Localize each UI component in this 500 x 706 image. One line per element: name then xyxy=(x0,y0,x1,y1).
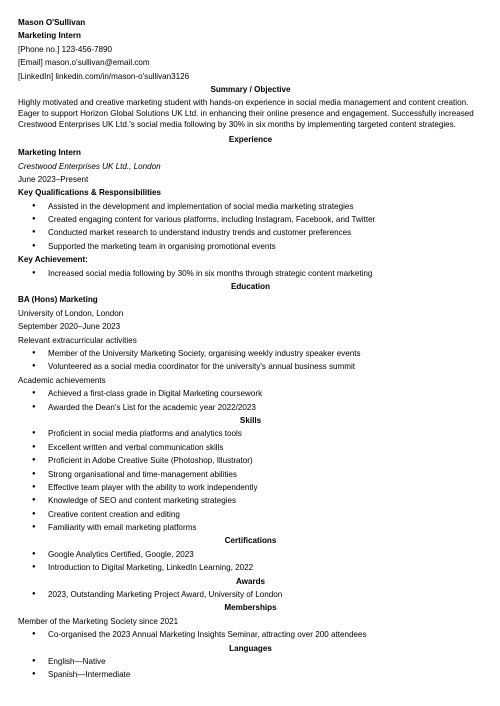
experience-heading: Experience xyxy=(228,134,273,144)
candidate-name: Mason O'Sullivan xyxy=(18,18,86,27)
job-company: Crestwood Enterprises UK Ltd., London xyxy=(18,161,161,171)
achievement-heading: Key Achievement: xyxy=(18,255,88,265)
list-item: ● Knowledge of SEO and content marketing strategies xyxy=(18,494,483,507)
education-heading: Education xyxy=(230,282,271,292)
certifications-heading: Certifications xyxy=(224,536,277,546)
list-item: ● Assisted in the development and implementation of social media marketing strategies xyxy=(18,200,483,213)
list-item: ● Volunteered as a social media coordinator for the university's annual business summit xyxy=(18,360,483,373)
list-item: ● Achieved a first-class grade in Digital Marketing coursework xyxy=(18,387,483,400)
skills-list xyxy=(18,427,483,534)
linkedin-line: [LinkedIn] linkedin.com/in/mason-o'sullivan3126 xyxy=(18,71,190,81)
list-item: ● 2023, Outstanding Marketing Project Award, University of London xyxy=(18,588,483,601)
list-item: ● Proficient in Adobe Creative Suite (Photoshop, Illustrator) xyxy=(18,454,483,467)
job-dates: June 2023–Present xyxy=(18,174,89,184)
school: University of London, London xyxy=(18,308,124,318)
candidate-title: Marketing Intern xyxy=(18,31,81,41)
list-item: ● Supported the marketing team in organising promotional events xyxy=(18,240,483,253)
extracurricular-heading: Relevant extracurricular activities xyxy=(18,335,137,345)
list-item: ● Strong organisational and time-management abilities xyxy=(18,468,483,481)
certifications-list xyxy=(18,548,483,575)
languages-heading: Languages xyxy=(229,643,272,653)
memberships-list xyxy=(18,628,483,641)
academic-heading: Academic achievements xyxy=(18,375,106,385)
summary-heading: Summary / Objective xyxy=(210,84,291,94)
list-item: ● Creative content creation and editing xyxy=(18,508,483,521)
skills-heading: Skills xyxy=(239,415,262,425)
list-item: ● Excellent written and verbal communication skills xyxy=(18,441,483,454)
list-item: ● Familiarity with email marketing platforms xyxy=(18,521,483,534)
phone-line: [Phone no.] 123-456-7890 xyxy=(18,44,113,54)
list-item: ● Created engaging content for various platforms, including Instagram, Facebook, and Twitter xyxy=(18,213,483,226)
list-item: ● Conducted market research to understand industry trends and customer preferences xyxy=(18,226,483,239)
academic-list xyxy=(18,387,483,414)
qualifications-heading: Key Qualifications & Responsibilities xyxy=(18,188,162,198)
memberships-heading: Memberships xyxy=(224,603,277,613)
achievements-list xyxy=(18,267,483,280)
membership-intro: Member of the Marketing Society since 2021 xyxy=(18,616,179,626)
summary-text: Highly motivated and creative marketing student with hands-on experience in social media management and content creation. Eager to support Horizon Global Solutions UK Ltd. in enhancing their online presence and engagement. Successfully increased Crestwood Enterprises UK Ltd.'s social media following by 30% in six months by implementing targeted content strategies. xyxy=(18,98,474,129)
education-dates: September 2020–June 2023 xyxy=(18,322,121,332)
list-item: ● Spanish—Intermediate xyxy=(18,668,483,681)
list-item: ● Google Analytics Certified, Google, 2023 xyxy=(18,548,483,561)
degree: BA (Hons) Marketing xyxy=(18,295,98,305)
list-item: ● Member of the University Marketing Society, organising weekly industry speaker events xyxy=(18,347,483,360)
languages-list xyxy=(18,655,483,682)
list-item: ● Proficient in social media platforms and analytics tools xyxy=(18,427,483,440)
awards-list xyxy=(18,588,483,601)
job-role: Marketing Intern xyxy=(18,148,81,158)
extracurricular-list xyxy=(18,347,483,374)
list-item: ● Increased social media following by 30% in six months through strategic content marketing xyxy=(18,267,483,280)
list-item: ● Awarded the Dean's List for the academic year 2022/2023 xyxy=(18,401,483,414)
list-item: ● Co-organised the 2023 Annual Marketing Insights Seminar, attracting over 200 attendees xyxy=(18,628,483,641)
list-item: ● English—Native xyxy=(18,655,483,668)
email-line: [Email] mason.o'sullivan@email.com xyxy=(18,58,150,68)
list-item: ● Introduction to Digital Marketing, LinkedIn Learning, 2022 xyxy=(18,561,483,574)
responsibilities-list xyxy=(18,200,483,254)
awards-heading: Awards xyxy=(235,576,266,586)
list-item: ● Effective team player with the ability to work independently xyxy=(18,481,483,494)
